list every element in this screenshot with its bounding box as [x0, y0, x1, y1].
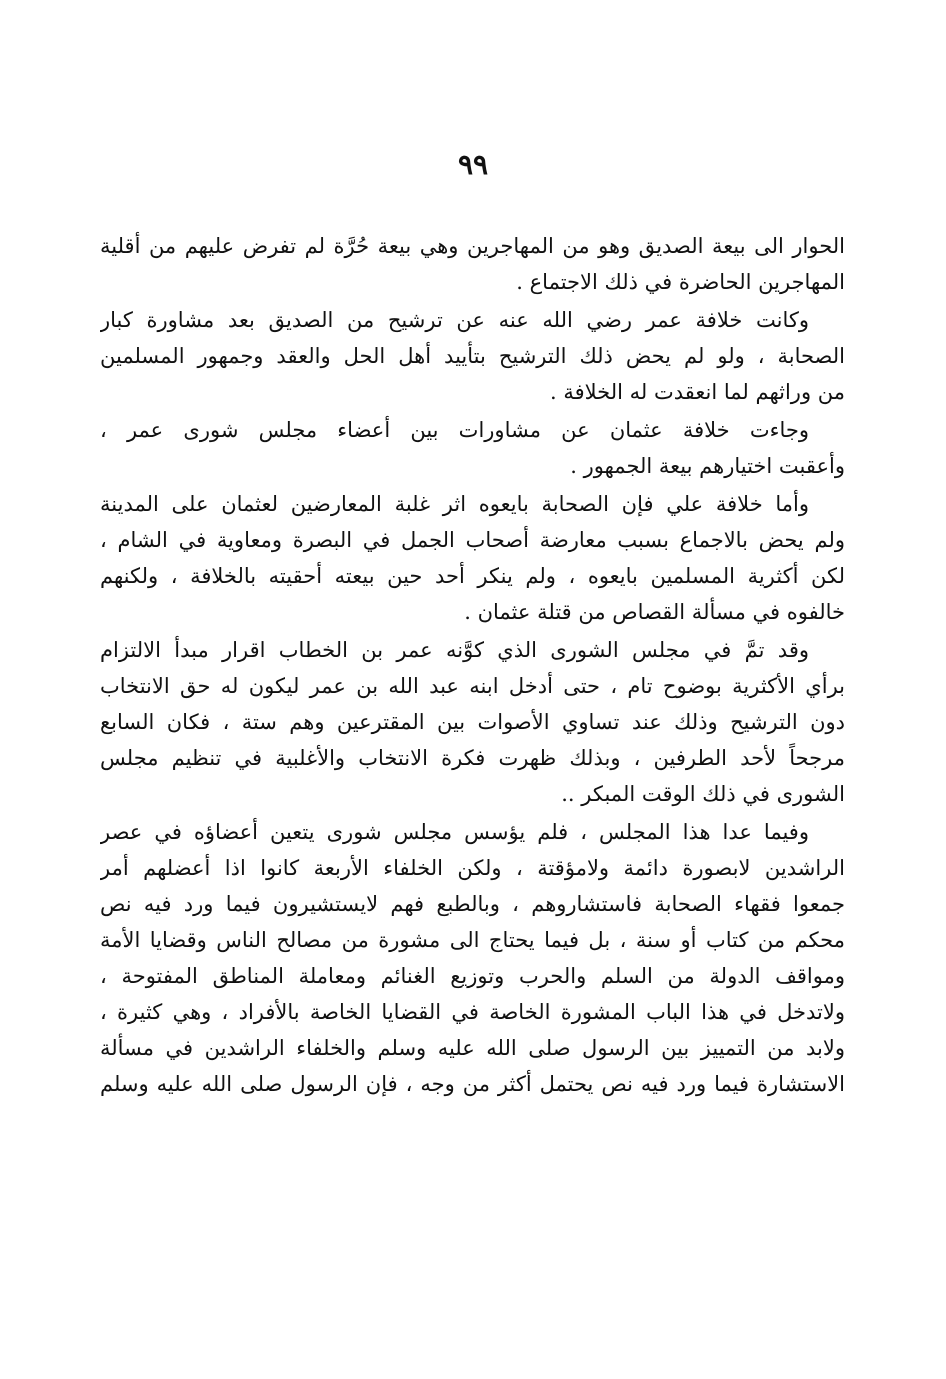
- paragraph: [100, 486, 845, 630]
- text-line: المهاجرين الحاضرة في ذلك الاجتماع .: [516, 270, 845, 294]
- text-line: وقد تمَّ في مجلس الشورى الذي كوَّنه عمر بن الخطاب اقرار مبدأ الالتزام: [100, 638, 809, 662]
- text-line: لكن أكثرية المسلمين بايعوه ، ولم ينكر أحد حين بيعته أحقيته بالخلافة ، ولكنهم: [100, 564, 845, 588]
- text-line: وكانت خلافة عمر رضي الله عنه عن ترشيح من الصديق بعد مشاورة كبار: [100, 308, 809, 332]
- text-line: الحوار الى بيعة الصديق وهو من المهاجرين وهي بيعة حُرَّة لم تفرض عليهم من أقلية: [100, 234, 845, 258]
- text-line: مرجحاً لأحد الطرفين ، وبذلك ظهرت فكرة الانتخاب والأغلبية في تنظيم مجلس: [100, 746, 845, 770]
- text-line: الشورى في ذلك الوقت المبكر ..: [561, 782, 845, 806]
- text-line: ومواقف الدولة من السلم والحرب وتوزيع الغنائم ومعاملة المناطق المفتوحة ،: [100, 964, 845, 988]
- text-line: محكم من كتاب أو سنة ، بل فيما يحتاج الى مشورة من مصالح الناس وقضايا الأمة: [100, 928, 845, 952]
- text-line: ولابد من التمييز بين الرسول صلى الله عليه وسلم والخلفاء الراشدين في مسألة: [100, 1036, 845, 1060]
- text-line: الاستشارة فيما ورد فيه نص يحتمل أكثر من وجه ، فإن الرسول صلى الله عليه وسلم: [100, 1072, 845, 1096]
- body-text: [100, 228, 845, 1102]
- text-line: برأي الأكثرية بوضوح تام ، حتى أدخل ابنه عبد الله بن عمر ليكون له حق الانتخاب: [100, 674, 845, 698]
- text-line: وأعقبت اختيارهم بيعة الجمهور .: [570, 454, 845, 478]
- text-line: وأما خلافة علي فإن الصحابة بايعوه اثر غلبة المعارضين لعثمان على المدينة: [100, 492, 809, 516]
- text-line: من وراثهم لما انعقدت له الخلافة .: [549, 380, 845, 404]
- text-line: الصحابة ، ولو لم يحض ذلك الترشيح بتأييد أهل الحل والعقد وجمهور المسلمين: [100, 344, 845, 368]
- paragraph: [100, 228, 845, 300]
- paragraph: [100, 302, 845, 410]
- text-line: دون الترشيح وذلك عند تساوي الأصوات بين المقترعين وهم ستة ، فكان السابع: [100, 710, 845, 734]
- paragraph: [100, 814, 845, 1102]
- text-line: وجاءت خلافة عثمان عن مشاورات بين أعضاء مجلس شورى عمر ،: [100, 418, 809, 442]
- text-line: ولاتدخل في هذا الباب المشورة الخاصة في القضايا الخاصة بالأفراد ، وهي كثيرة ،: [100, 1000, 845, 1024]
- text-line: جمعوا فقهاء الصحابة فاستشاروهم ، وبالطبع فهم لايستشيرون فيما ورد فيه نص: [100, 892, 845, 916]
- text-line: ولم يحض بالاجماع بسبب معارضة أصحاب الجمل في البصرة ومعاوية في الشام ،: [100, 528, 845, 552]
- paragraph: [100, 412, 845, 484]
- page-number: ٩٩: [457, 148, 489, 181]
- text-line: خالفوه في مسألة القصاص من قتلة عثمان .: [464, 600, 845, 624]
- paragraph: [100, 632, 845, 812]
- text-line: الراشدين لابصورة دائمة ولامؤقتة ، ولكن الخلفاء الأربعة كانوا اذا أعضلهم أمر: [100, 856, 845, 880]
- text-line: وفيما عدا هذا المجلس ، فلم يؤسس مجلس شورى يتعين أعضاؤه في عصر: [100, 820, 809, 844]
